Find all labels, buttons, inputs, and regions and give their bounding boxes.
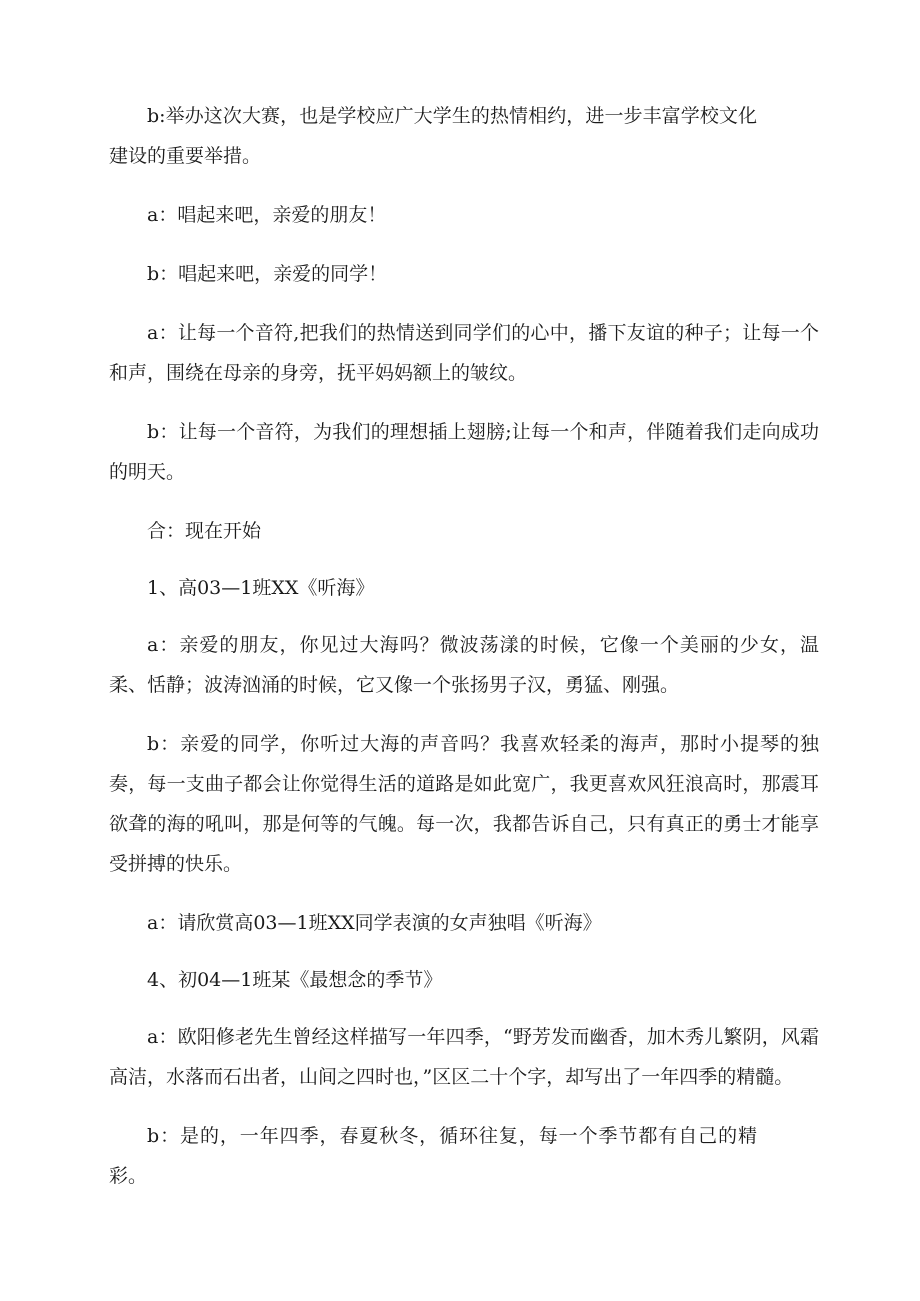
paragraph-a-seasons: a：欧阳修老先生曾经这样描写一年四季，“野芳发而幽香，加木秀儿繁阴，风霜高洁，水落而石出者，山间之四时也，”区区二十个字，却写出了一年四季的精髓。 — [109, 1026, 819, 1088]
paragraph-b-classmates: b：唱起来吧，亲爱的同学！ — [147, 263, 388, 285]
document-body — [109, 96, 819, 1215]
paragraph-a-notes: a：让每一个音符,把我们的热情送到同学们的心中，播下友谊的种子；让每一个和声，围绕在母亲的身旁，抚平妈妈额上的皱纹。 — [109, 322, 819, 384]
paragraph-opening-b: b:举办这次大赛，也是学校应广大学生的热情相约，进一步丰富学校文化建设的重要举措。 — [109, 105, 757, 167]
paragraph-a-friends: a：唱起来吧，亲爱的朋友！ — [147, 204, 387, 226]
program-item-4: 4、初04—1班某《最想念的季节》 — [147, 969, 443, 991]
program-item-1: 1、高03—1班XX《听海》 — [147, 577, 375, 599]
paragraph-b-wings: b：让每一个音符，为我们的理想插上翅膀;让每一个和声，伴随着我们走向成功的明天。 — [109, 421, 819, 483]
paragraph-together-start: 合：现在开始 — [147, 520, 262, 542]
paragraph-b-sea-sound: b：亲爱的同学，你听过大海的声音吗？我喜欢轻柔的海声，那时小提琴的独奏，每一支曲子都会让你觉得生活的道路是如此宽广，我更喜欢风狂浪高时，那震耳欲聋的海的吼叫，那是何等的气魄。每一次，我都告诉自己，只有真正的勇士才能享受拼搏的快乐。 — [109, 733, 819, 875]
paragraph-a-sea: a：亲爱的朋友，你见过大海吗？微波荡漾的时候，它像一个美丽的少女，温柔、恬静；波涛汹涌的时候，它又像一个张扬男子汉，勇猛、刚强。 — [109, 634, 819, 696]
paragraph-b-seasons: b：是的，一年四季，春夏秋冬，循环往复，每一个季节都有自己的精彩。 — [109, 1125, 757, 1187]
paragraph-a-introduce-song: a：请欣赏高03—1班XX同学表演的女声独唱《听海》 — [147, 912, 602, 934]
